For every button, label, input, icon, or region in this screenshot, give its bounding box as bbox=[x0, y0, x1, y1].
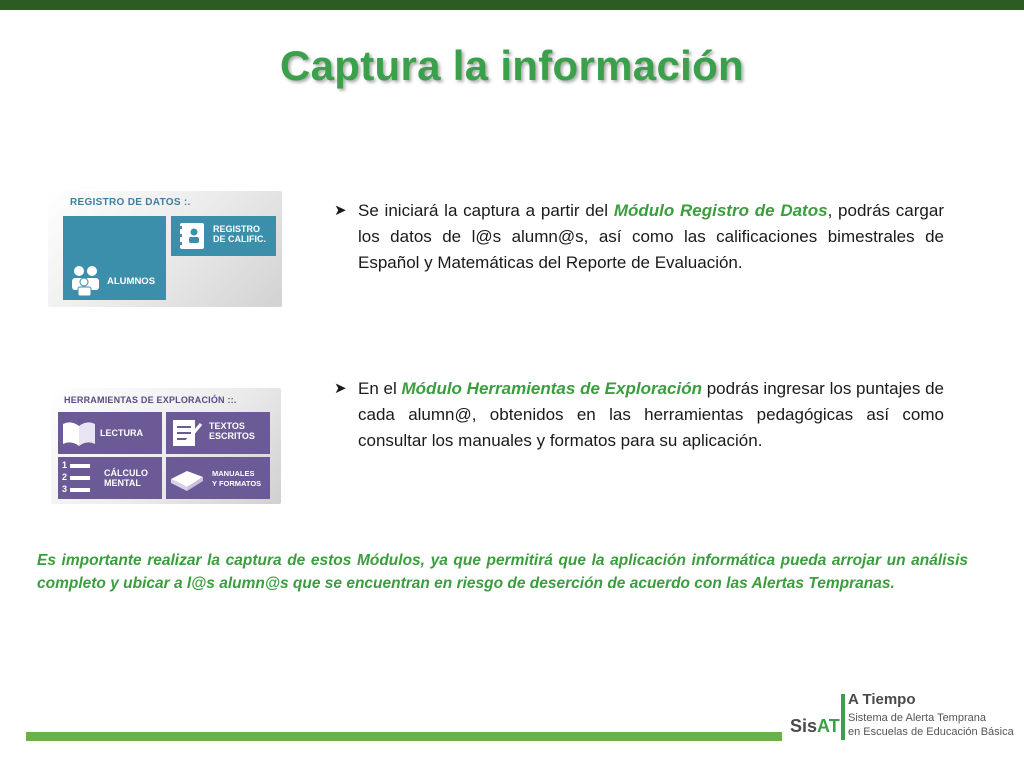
textos-escritos-tile[interactable] bbox=[166, 412, 270, 454]
gradebook-icon bbox=[176, 221, 210, 251]
registro-panel-header: REGISTRO DE DATOS :. bbox=[70, 197, 191, 208]
sisat-logo bbox=[790, 690, 1020, 750]
registro-label: REGISTRO DE CALIFIC. bbox=[213, 224, 266, 244]
manuales-label: MANUALES Y FORMATOS bbox=[212, 469, 262, 488]
lectura-tile[interactable] bbox=[58, 412, 162, 454]
bottom-bar bbox=[26, 732, 782, 741]
herramientas-panel-header: HERRAMIENTAS DE EXPLORACIÓN ::. bbox=[64, 395, 237, 405]
calculo-mental-tile[interactable] bbox=[58, 457, 162, 499]
bullet-registro bbox=[334, 198, 944, 276]
arrow-bullet-icon: ➤ bbox=[334, 380, 347, 397]
slide-title: Captura la información bbox=[279, 42, 744, 89]
lectura-label: LECTURA bbox=[100, 428, 143, 438]
herramientas-panel bbox=[51, 388, 281, 504]
top-bar bbox=[0, 0, 1024, 10]
writing-pad-icon bbox=[170, 416, 204, 450]
registro-datos-panel bbox=[48, 191, 282, 307]
open-book-icon bbox=[61, 418, 97, 448]
logo-divider bbox=[841, 694, 845, 740]
arrow-bullet-icon: ➤ bbox=[334, 202, 347, 219]
students-icon bbox=[67, 260, 107, 300]
textos-label: TEXTOS ESCRITOS bbox=[209, 421, 255, 441]
logo-title: A Tiempo bbox=[848, 691, 916, 708]
bullet-herramientas-text: En el Módulo Herramientas de Exploración podrás ingresar los puntajes de cada alumn@, obtenidos en las herramientas pedagógicas así como consultar los manuales y formatos para su aplicación. bbox=[358, 379, 944, 450]
important-note: Es importante realizar la captura de estos Módulos, ya que permitirá que la aplicación informática pueda arrojar un análisis completo y ubicar a l@s alumn@s que se encuentran en riesgo de deserción de acuerdo con las Alertas Tempranas. bbox=[37, 552, 968, 592]
alumnos-label: ALUMNOS bbox=[107, 276, 156, 287]
closed-book-icon bbox=[169, 463, 205, 493]
alumnos-tile[interactable] bbox=[63, 216, 166, 300]
logo-subtitle: Sistema de Alerta Temprana en Escuelas de Educación Básica bbox=[848, 712, 1014, 738]
sisat-wordmark: SisAT bbox=[790, 716, 840, 736]
calculo-label: CÁLCULO MENTAL bbox=[104, 468, 148, 488]
registro-calific-tile[interactable] bbox=[171, 216, 276, 256]
bullet-registro-text: Se iniciará la captura a partir del Módulo Registro de Datos, podrás cargar los datos de l@s alumn@s, así como las calificaciones bimestrales de Español y Matemáticas del Reporte de Evaluación. bbox=[358, 201, 944, 272]
manuales-formatos-tile[interactable] bbox=[166, 457, 270, 499]
bullet-herramientas bbox=[334, 376, 944, 454]
numbered-list-icon: 1 2 3 bbox=[62, 459, 90, 495]
